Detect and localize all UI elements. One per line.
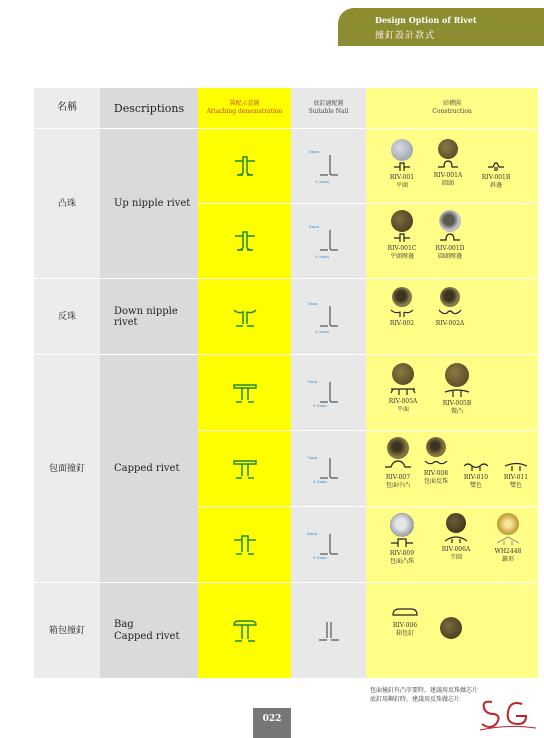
- item-zh: 包面凸珠: [389, 558, 414, 565]
- attaching-cell: [198, 204, 291, 279]
- group-desc-line1: Bag: [114, 618, 134, 630]
- rivet-item: [382, 607, 428, 638]
- nail-diagram-icon: [318, 456, 340, 482]
- nail-cell: [291, 204, 366, 279]
- item-zh: 包面中凸: [385, 482, 410, 489]
- nail-dim-top: 7mm: [307, 301, 318, 306]
- item-code: WH2448: [494, 548, 522, 555]
- item-code: RIV-006: [392, 622, 418, 629]
- construction-cell: [366, 355, 538, 431]
- item-code: RIV-011: [503, 474, 529, 481]
- attaching-cell: [198, 129, 291, 204]
- profile-icon: [390, 607, 420, 619]
- group-capped-row1: [34, 355, 538, 431]
- head-construction: [366, 88, 538, 129]
- profile-icon: [392, 161, 412, 171]
- footnote-line1: 包面撞釘有凸字要時，建議用反珠做芯片: [370, 687, 479, 694]
- construction-cell: [366, 129, 538, 204]
- profile-icon: [423, 457, 449, 467]
- profile-icon: [486, 161, 506, 171]
- header-title-en: Design Option of Rivet: [375, 15, 477, 25]
- head-attaching: [198, 88, 291, 129]
- item-code: RIV-001: [389, 174, 415, 181]
- nail-dim-bottom: 9.3mm: [313, 555, 327, 560]
- item-code: RIV-005B: [442, 400, 472, 407]
- item-zh: 圓頭壓邊: [437, 253, 462, 260]
- rivet-photo-icon: [390, 513, 414, 537]
- nail-dim-top: 8mm: [309, 224, 320, 229]
- nail-cell: [291, 129, 366, 204]
- item-code: RIV-008: [423, 470, 449, 477]
- head-descriptions: Descriptions: [100, 88, 198, 129]
- item-code: RIV-007: [385, 474, 411, 481]
- nail-diagram-icon: [317, 620, 341, 642]
- footnote-line2: 底釘用鉚釘時，建議用反珠做芯片: [370, 696, 461, 703]
- attaching-cell: [198, 583, 291, 679]
- attaching-cell: [198, 279, 291, 355]
- head-attaching-zh: 裝配示意圖: [229, 100, 260, 107]
- nail-cell: [291, 279, 366, 355]
- attaching-cell: [198, 507, 291, 583]
- profile-icon: [462, 461, 490, 471]
- item-code: RIV-005A: [388, 398, 418, 405]
- group-desc-line2: Capped rivet: [114, 630, 180, 642]
- nail-dim-bottom: 9.3mm: [313, 479, 327, 484]
- profile-icon: [392, 232, 412, 242]
- rivet-item: [434, 363, 480, 416]
- head-nail-zh: 底釘適配圖: [313, 100, 344, 107]
- head-nail-en: Suitable Nail: [308, 108, 349, 115]
- item-code: RIV-006A: [441, 546, 471, 553]
- construction-cell: [366, 583, 538, 679]
- construction-cell: [366, 204, 538, 279]
- rivet-item: [380, 363, 426, 414]
- nail-diagram-icon: [318, 153, 340, 179]
- group-name: 箱包撞釘: [34, 583, 100, 679]
- item-zh: 箱包釘: [395, 630, 414, 637]
- attaching-diagram-icon: [233, 230, 257, 252]
- rivet-photo-icon: [426, 437, 446, 457]
- rivet-photo-icon: [392, 363, 414, 385]
- rivet-item: [434, 513, 478, 562]
- nail-dim-bottom: 9.3mm: [315, 329, 329, 334]
- profile-icon: [443, 533, 469, 543]
- rivet-item: [382, 210, 422, 261]
- rivet-photo-icon: [446, 513, 466, 533]
- rivet-table: [34, 88, 538, 679]
- sg-logo: [478, 694, 538, 734]
- rivet-photo-icon: [440, 287, 460, 307]
- rivet-photo-icon: [391, 210, 413, 232]
- item-code: RIV-001C: [387, 245, 417, 252]
- item-code: RIV-002: [389, 320, 415, 327]
- profile-icon: [503, 461, 529, 471]
- rivet-photo-icon: [497, 513, 519, 535]
- page-number: 022: [253, 708, 291, 738]
- nail-dim-top: 8mm: [307, 531, 318, 536]
- rivet-item: [498, 461, 534, 490]
- group-desc: Capped rivet: [100, 355, 198, 583]
- group-name: 包面撞釘: [34, 355, 100, 583]
- rivet-photo-icon: [391, 139, 413, 161]
- item-zh: 圓頭: [441, 180, 454, 187]
- item-zh: 錐形: [501, 556, 514, 563]
- construction-cell: [366, 431, 538, 507]
- group-down-nipple-row: [34, 279, 538, 355]
- attaching-diagram-icon: [232, 458, 258, 480]
- rivet-photo-icon: [392, 287, 412, 307]
- attaching-diagram-icon: [232, 382, 258, 404]
- profile-icon: [443, 387, 471, 397]
- rivet-item: [380, 287, 424, 328]
- profile-icon: [389, 537, 415, 547]
- nail-dim-top: 7mm: [307, 379, 318, 384]
- group-desc: [100, 583, 198, 679]
- profile-icon: [437, 307, 463, 317]
- construction-cell: [366, 507, 538, 583]
- rivet-photo-icon: [440, 617, 462, 639]
- nail-diagram-icon: [318, 380, 340, 406]
- attaching-cell: [198, 355, 291, 431]
- rivet-item: [428, 287, 472, 328]
- rivet-item: [416, 437, 456, 486]
- head-construction-en: Construction: [432, 108, 472, 115]
- nail-cell: [291, 431, 366, 507]
- item-code: RIV-009: [389, 550, 415, 557]
- profile-icon: [389, 307, 415, 317]
- item-zh: 雙色: [509, 482, 522, 489]
- profile-icon: [383, 459, 413, 471]
- nail-diagram-icon: [318, 228, 340, 254]
- nail-diagram-icon: [318, 532, 340, 558]
- rivet-item: [426, 139, 470, 188]
- rivet-item: [474, 161, 518, 190]
- profile-icon: [436, 159, 460, 169]
- profile-icon: [495, 535, 521, 545]
- rivet-item: [378, 437, 418, 490]
- item-zh: 微凸: [450, 408, 463, 415]
- item-zh: 平頭壓邊: [389, 253, 414, 260]
- item-zh: 平頭: [395, 182, 408, 189]
- nail-cell: [291, 583, 366, 679]
- rivet-photo-icon: [445, 363, 469, 387]
- group-desc: Down nipple rivet: [100, 279, 198, 355]
- item-zh: 半圓: [449, 554, 462, 561]
- rivet-item: [380, 513, 424, 566]
- rivet-photo-icon: [438, 139, 458, 159]
- group-desc: Up nipple rivet: [100, 129, 198, 279]
- nail-dim-bottom: 9.3mm: [315, 179, 329, 184]
- header-title-zh: 撞釘設計款式: [375, 31, 436, 41]
- profile-icon: [438, 232, 462, 242]
- group-bag-row: [34, 583, 538, 679]
- item-code: RIV-001D: [435, 245, 465, 252]
- construction-cell: [366, 279, 538, 355]
- group-name: 反珠: [34, 279, 100, 355]
- head-attaching-en: Attaching demonstration: [206, 108, 283, 115]
- nail-dim-top: 8mm: [309, 149, 320, 154]
- attaching-diagram-icon: [232, 534, 258, 556]
- rivet-item: [436, 617, 466, 639]
- rivet-photo-icon: [439, 210, 461, 232]
- rivet-item: [458, 461, 494, 490]
- profile-icon: [389, 385, 417, 395]
- item-zh: 雙色: [469, 482, 482, 489]
- nail-diagram-icon: [318, 304, 340, 330]
- nail-dim-bottom: 9.3mm: [315, 254, 329, 259]
- attaching-diagram-icon: [231, 619, 259, 643]
- group-name: 凸珠: [34, 129, 100, 279]
- rivet-item: [428, 210, 472, 261]
- group-up-nipple-row1: [34, 129, 538, 204]
- item-zh: 包面反珠: [423, 478, 448, 485]
- item-zh: 斜邊: [489, 182, 502, 189]
- attaching-cell: [198, 431, 291, 507]
- nail-cell: [291, 507, 366, 583]
- nail-cell: [291, 355, 366, 431]
- table-head-row: [34, 88, 538, 129]
- attaching-diagram-icon: [232, 306, 258, 328]
- item-code: RIV-001A: [433, 172, 463, 179]
- rivet-item: [488, 513, 528, 564]
- attaching-diagram-icon: [233, 155, 257, 177]
- head-construction-zh: 結構圖: [442, 100, 461, 107]
- item-zh: 平面: [396, 406, 409, 413]
- footnote: [370, 686, 478, 704]
- nail-dim-top: 7mm: [307, 455, 318, 460]
- rivet-photo-icon: [387, 437, 409, 459]
- nail-dim-bottom: 9.3mm: [313, 403, 327, 408]
- head-name: 名稱: [34, 88, 100, 129]
- item-code: RIV-001B: [481, 174, 511, 181]
- header-tab: [338, 8, 544, 46]
- head-nail: [291, 88, 366, 129]
- item-code: RIV-002A: [435, 320, 465, 327]
- rivet-item: [382, 139, 422, 190]
- item-code: RIV-010: [463, 474, 489, 481]
